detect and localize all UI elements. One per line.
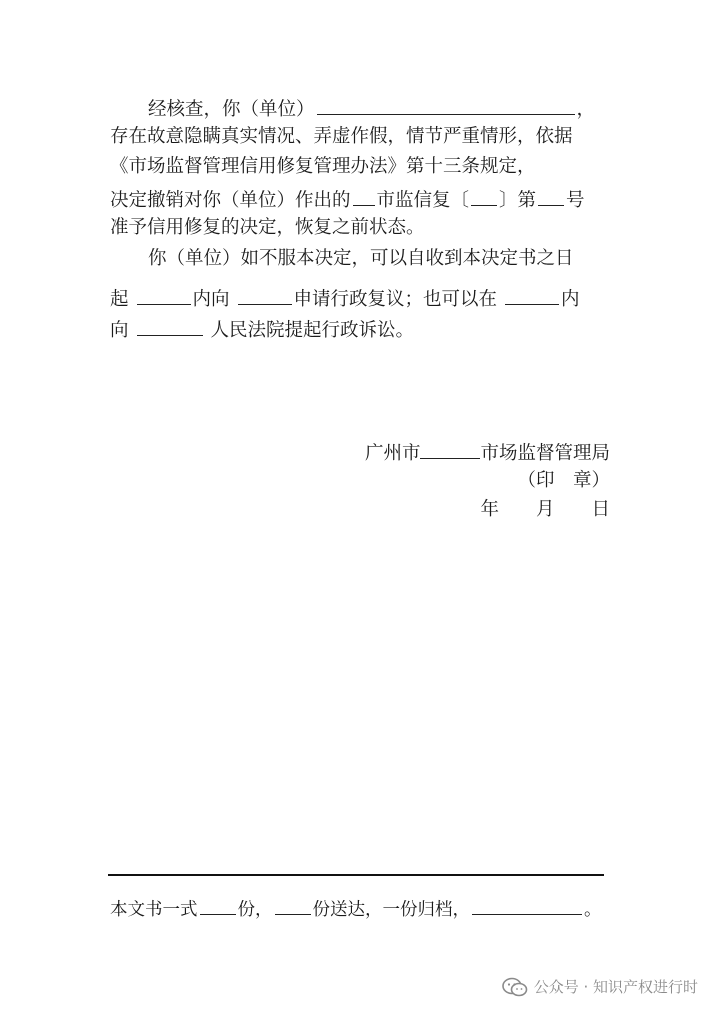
issuing-authority xyxy=(110,436,610,469)
blank-agency xyxy=(238,282,292,305)
body-line xyxy=(110,313,610,346)
body-line xyxy=(110,213,610,243)
body-text: 决定撤销对你（单位）作出的 xyxy=(110,190,351,211)
body-text: 存在故意隐瞒真实情况、弄虚作假，情节严重情形，依据 xyxy=(110,126,573,147)
body-text: ， xyxy=(576,99,596,120)
watermark-text: 公众号 · 知识产权进行时 xyxy=(533,978,698,996)
authority-name: 市场监督管理局 xyxy=(480,443,610,464)
body-line xyxy=(148,92,648,125)
footer-divider xyxy=(108,874,604,876)
blank-period-1 xyxy=(137,282,191,305)
blank-period-2 xyxy=(505,282,559,305)
blank-archive xyxy=(472,892,582,915)
blank-court xyxy=(137,313,203,336)
copies-text: 本文书一式 xyxy=(110,900,198,920)
copies-text: 份送达，一份归档， xyxy=(312,900,470,920)
watermark xyxy=(502,976,698,997)
body-text: 起 xyxy=(110,289,129,310)
blank-copies-total xyxy=(200,892,236,915)
date-label: 年 月 日 xyxy=(480,499,610,520)
body-text: 准予信用修复的决定，恢复之前状态。 xyxy=(110,217,425,238)
date-line xyxy=(110,495,610,525)
body-text: 内 xyxy=(561,289,580,310)
body-text: 申请行政复议；也可以在 xyxy=(293,289,498,310)
authority-city: 广州市 xyxy=(364,443,421,464)
body-text: 市监信复〔 xyxy=(376,190,470,211)
blank-copies-served xyxy=(275,892,311,915)
body-text: 你（单位）如不服本决定，可以自收到本决定书之日 xyxy=(148,248,574,269)
body-line xyxy=(110,282,610,315)
body-text: 经核查，你（单位） xyxy=(148,99,315,120)
body-line xyxy=(110,183,610,216)
seal-line xyxy=(110,466,610,496)
blank-unit-name xyxy=(317,92,575,115)
seal-label: （印 章） xyxy=(517,470,610,491)
body-text: 《市场监督管理信用修复管理办法》第十三条规定， xyxy=(110,156,536,177)
body-line xyxy=(148,244,648,274)
blank-city xyxy=(353,183,375,206)
body-line xyxy=(110,122,610,152)
body-text: 向 xyxy=(110,320,129,341)
wechat-icon xyxy=(502,977,528,997)
copies-note xyxy=(110,892,610,925)
body-text: 内向 xyxy=(192,289,230,310)
body-text: 〕第 xyxy=(499,190,537,211)
blank-number xyxy=(538,183,564,206)
body-line xyxy=(110,152,610,182)
body-text: 号 xyxy=(566,190,585,211)
copies-text: 份， xyxy=(237,900,273,920)
body-text: 人民法院提起行政诉讼。 xyxy=(210,320,415,341)
blank-district xyxy=(420,436,480,459)
copies-text: 。 xyxy=(584,900,602,920)
blank-year xyxy=(471,183,497,206)
